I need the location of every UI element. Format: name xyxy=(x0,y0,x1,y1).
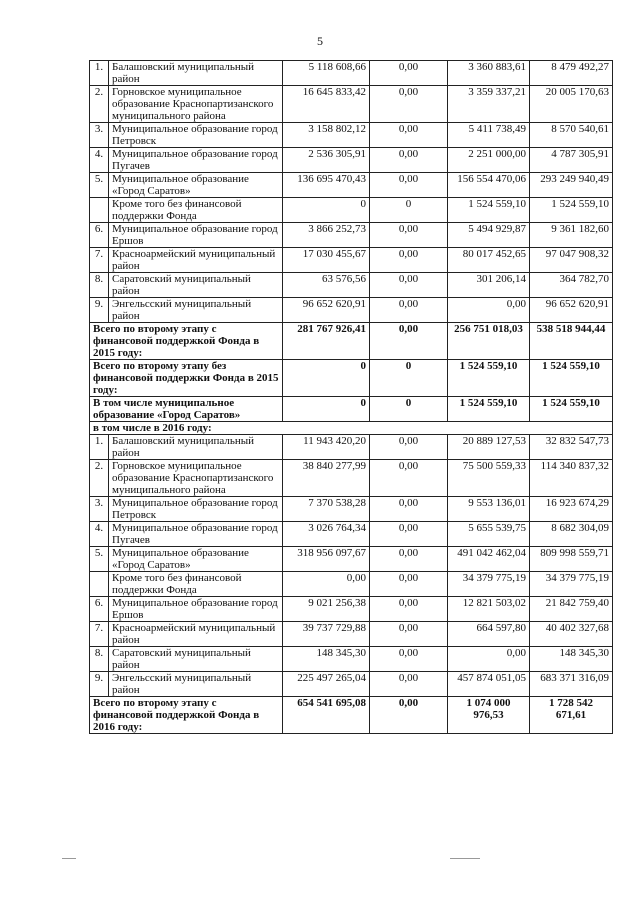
row-index: 4. xyxy=(90,522,109,547)
table-row xyxy=(90,547,613,572)
row-index: 5. xyxy=(90,173,109,198)
value-cell: 3 026 764,34 xyxy=(283,522,370,547)
value-cell: 156 554 470,06 xyxy=(448,173,530,198)
value-cell: 39 737 729,88 xyxy=(283,622,370,647)
value-cell: 80 017 452,65 xyxy=(448,248,530,273)
row-name: Муниципальное образование город Петровск xyxy=(109,123,283,148)
table-row xyxy=(90,647,613,672)
value-cell: 7 370 538,28 xyxy=(283,497,370,522)
value-cell: 0,00 xyxy=(283,572,370,597)
table-row xyxy=(90,298,613,323)
value-cell: 364 782,70 xyxy=(530,273,613,298)
row-name: Красноармейский муниципальный район xyxy=(109,248,283,273)
value-cell: 457 874 051,05 xyxy=(448,672,530,697)
value-cell: 0,00 xyxy=(370,248,448,273)
row-index: 3. xyxy=(90,497,109,522)
row-index: 1. xyxy=(90,61,109,86)
value-cell: 0,00 xyxy=(370,435,448,460)
value-cell: 293 249 940,49 xyxy=(530,173,613,198)
value-cell: 0,00 xyxy=(370,672,448,697)
value-cell: 136 695 470,43 xyxy=(283,173,370,198)
table-body xyxy=(90,61,613,734)
value-cell: 4 787 305,91 xyxy=(530,148,613,173)
value-cell: 0,00 xyxy=(370,697,448,734)
row-index: 5. xyxy=(90,547,109,572)
row-index: 1. xyxy=(90,435,109,460)
total-row xyxy=(90,697,613,734)
row-name: Муниципальное образование город Пугачев xyxy=(109,522,283,547)
row-name: Горновское муниципальное образование Краснопартизанского муниципального района xyxy=(109,460,283,497)
table-row xyxy=(90,435,613,460)
value-cell: 1 524 559,10 xyxy=(530,360,613,397)
value-cell: 9 553 136,01 xyxy=(448,497,530,522)
value-cell: 683 371 316,09 xyxy=(530,672,613,697)
row-name: Энгельсский муниципальный район xyxy=(109,298,283,323)
value-cell: 11 943 420,20 xyxy=(283,435,370,460)
value-cell: 0,00 xyxy=(448,298,530,323)
row-name: Балашовский муниципальный район xyxy=(109,435,283,460)
value-cell: 0,00 xyxy=(370,460,448,497)
value-cell: 0 xyxy=(283,397,370,422)
value-cell: 0 xyxy=(370,360,448,397)
row-name: Энгельсский муниципальный район xyxy=(109,672,283,697)
value-cell: 1 524 559,10 xyxy=(530,198,613,223)
value-cell: 17 030 455,67 xyxy=(283,248,370,273)
row-name: Кроме того без финансовой поддержки Фонда xyxy=(109,572,283,597)
row-index: 8. xyxy=(90,273,109,298)
value-cell: 16 923 674,29 xyxy=(530,497,613,522)
table-row xyxy=(90,597,613,622)
value-cell: 301 206,14 xyxy=(448,273,530,298)
value-cell: 2 536 305,91 xyxy=(283,148,370,173)
value-cell: 0,00 xyxy=(370,323,448,360)
row-index: 7. xyxy=(90,248,109,273)
table-row xyxy=(90,497,613,522)
table-row xyxy=(90,198,613,223)
scan-artifact xyxy=(62,858,76,859)
funding-table xyxy=(89,60,613,734)
value-cell: 256 751 018,03 xyxy=(448,323,530,360)
total-label: Всего по второму этапу без финансовой поддержки Фонда в 2015 году: xyxy=(90,360,283,397)
row-name: Горновское муниципальное образование Краснопартизанского муниципального района xyxy=(109,86,283,123)
value-cell: 3 866 252,73 xyxy=(283,223,370,248)
value-cell: 1 524 559,10 xyxy=(448,360,530,397)
table-row xyxy=(90,622,613,647)
total-row xyxy=(90,360,613,397)
value-cell: 281 767 926,41 xyxy=(283,323,370,360)
value-cell: 148 345,30 xyxy=(530,647,613,672)
row-name: Балашовский муниципальный район xyxy=(109,61,283,86)
row-name: Муниципальное образование город Пугачев xyxy=(109,148,283,173)
value-cell: 0,00 xyxy=(370,61,448,86)
value-cell: 0,00 xyxy=(370,223,448,248)
value-cell: 114 340 837,32 xyxy=(530,460,613,497)
row-index xyxy=(90,572,109,597)
value-cell: 9 361 182,60 xyxy=(530,223,613,248)
row-name: Муниципальное образование «Город Саратов» xyxy=(109,547,283,572)
value-cell: 8 570 540,61 xyxy=(530,123,613,148)
value-cell: 38 840 277,99 xyxy=(283,460,370,497)
value-cell: 0,00 xyxy=(370,522,448,547)
value-cell: 0,00 xyxy=(370,622,448,647)
table-row xyxy=(90,248,613,273)
table-row xyxy=(90,273,613,298)
row-index xyxy=(90,198,109,223)
value-cell: 20 005 170,63 xyxy=(530,86,613,123)
total-row xyxy=(90,323,613,360)
value-cell: 0,00 xyxy=(370,497,448,522)
row-name: Муниципальное образование «Город Саратов» xyxy=(109,173,283,198)
value-cell: 16 645 833,42 xyxy=(283,86,370,123)
value-cell: 0,00 xyxy=(370,647,448,672)
table-row xyxy=(90,572,613,597)
value-cell: 809 998 559,71 xyxy=(530,547,613,572)
value-cell: 538 518 944,44 xyxy=(530,323,613,360)
total-label: Всего по второму этапу с финансовой поддержкой Фонда в 2015 году: xyxy=(90,323,283,360)
row-index: 3. xyxy=(90,123,109,148)
value-cell: 8 479 492,27 xyxy=(530,61,613,86)
value-cell: 318 956 097,67 xyxy=(283,547,370,572)
scan-artifact xyxy=(450,858,480,859)
value-cell: 34 379 775,19 xyxy=(448,572,530,597)
value-cell: 32 832 547,73 xyxy=(530,435,613,460)
row-index: 2. xyxy=(90,460,109,497)
row-index: 9. xyxy=(90,672,109,697)
value-cell: 3 360 883,61 xyxy=(448,61,530,86)
value-cell: 0,00 xyxy=(370,298,448,323)
row-index: 6. xyxy=(90,597,109,622)
table-row xyxy=(90,672,613,697)
value-cell: 96 652 620,91 xyxy=(283,298,370,323)
row-name: Муниципальное образование город Петровск xyxy=(109,497,283,522)
value-cell: 12 821 503,02 xyxy=(448,597,530,622)
value-cell: 9 021 256,38 xyxy=(283,597,370,622)
value-cell: 96 652 620,91 xyxy=(530,298,613,323)
table-row xyxy=(90,86,613,123)
value-cell: 8 682 304,09 xyxy=(530,522,613,547)
total-label: Всего по второму этапу с финансовой поддержкой Фонда в 2016 году: xyxy=(90,697,283,734)
value-cell: 34 379 775,19 xyxy=(530,572,613,597)
value-cell: 1 728 542 671,61 xyxy=(530,697,613,734)
table-row xyxy=(90,460,613,497)
value-cell: 0,00 xyxy=(370,572,448,597)
value-cell: 75 500 559,33 xyxy=(448,460,530,497)
value-cell: 0 xyxy=(370,397,448,422)
value-cell: 3 158 802,12 xyxy=(283,123,370,148)
value-cell: 0,00 xyxy=(370,597,448,622)
row-index: 2. xyxy=(90,86,109,123)
value-cell: 225 497 265,04 xyxy=(283,672,370,697)
value-cell: 0 xyxy=(370,198,448,223)
total-label: В том числе муниципальное образование «Город Саратов» xyxy=(90,397,283,422)
value-cell: 5 655 539,75 xyxy=(448,522,530,547)
value-cell: 0 xyxy=(283,198,370,223)
value-cell: 40 402 327,68 xyxy=(530,622,613,647)
table-row xyxy=(90,223,613,248)
value-cell: 1 524 559,10 xyxy=(448,198,530,223)
value-cell: 1 524 559,10 xyxy=(530,397,613,422)
row-index: 4. xyxy=(90,148,109,173)
value-cell: 0,00 xyxy=(448,647,530,672)
value-cell: 20 889 127,53 xyxy=(448,435,530,460)
table-row xyxy=(90,173,613,198)
table-row xyxy=(90,148,613,173)
value-cell: 0,00 xyxy=(370,148,448,173)
row-index: 8. xyxy=(90,647,109,672)
value-cell: 654 541 695,08 xyxy=(283,697,370,734)
section-row xyxy=(90,422,613,435)
row-index: 9. xyxy=(90,298,109,323)
value-cell: 63 576,56 xyxy=(283,273,370,298)
value-cell: 148 345,30 xyxy=(283,647,370,672)
value-cell: 0,00 xyxy=(370,173,448,198)
row-index: 6. xyxy=(90,223,109,248)
row-name: Муниципальное образование город Ершов xyxy=(109,597,283,622)
value-cell: 0,00 xyxy=(370,123,448,148)
value-cell: 3 359 337,21 xyxy=(448,86,530,123)
value-cell: 0,00 xyxy=(370,273,448,298)
value-cell: 97 047 908,32 xyxy=(530,248,613,273)
value-cell: 0,00 xyxy=(370,547,448,572)
value-cell: 0,00 xyxy=(370,86,448,123)
row-name: Кроме того без финансовой поддержки Фонда xyxy=(109,198,283,223)
value-cell: 21 842 759,40 xyxy=(530,597,613,622)
row-name: Красноармейский муниципальный район xyxy=(109,622,283,647)
value-cell: 2 251 000,00 xyxy=(448,148,530,173)
value-cell: 5 411 738,49 xyxy=(448,123,530,148)
value-cell: 664 597,80 xyxy=(448,622,530,647)
total-row xyxy=(90,397,613,422)
value-cell: 0 xyxy=(283,360,370,397)
value-cell: 5 494 929,87 xyxy=(448,223,530,248)
value-cell: 491 042 462,04 xyxy=(448,547,530,572)
value-cell: 1 524 559,10 xyxy=(448,397,530,422)
row-name: Саратовский муниципальный район xyxy=(109,273,283,298)
page-number: 5 xyxy=(317,34,323,48)
table-row xyxy=(90,61,613,86)
row-name: Саратовский муниципальный район xyxy=(109,647,283,672)
table-row xyxy=(90,522,613,547)
table-row xyxy=(90,123,613,148)
row-index: 7. xyxy=(90,622,109,647)
value-cell: 1 074 000 976,53 xyxy=(448,697,530,734)
section-label: в том числе в 2016 году: xyxy=(90,422,613,435)
value-cell: 5 118 608,66 xyxy=(283,61,370,86)
row-name: Муниципальное образование город Ершов xyxy=(109,223,283,248)
